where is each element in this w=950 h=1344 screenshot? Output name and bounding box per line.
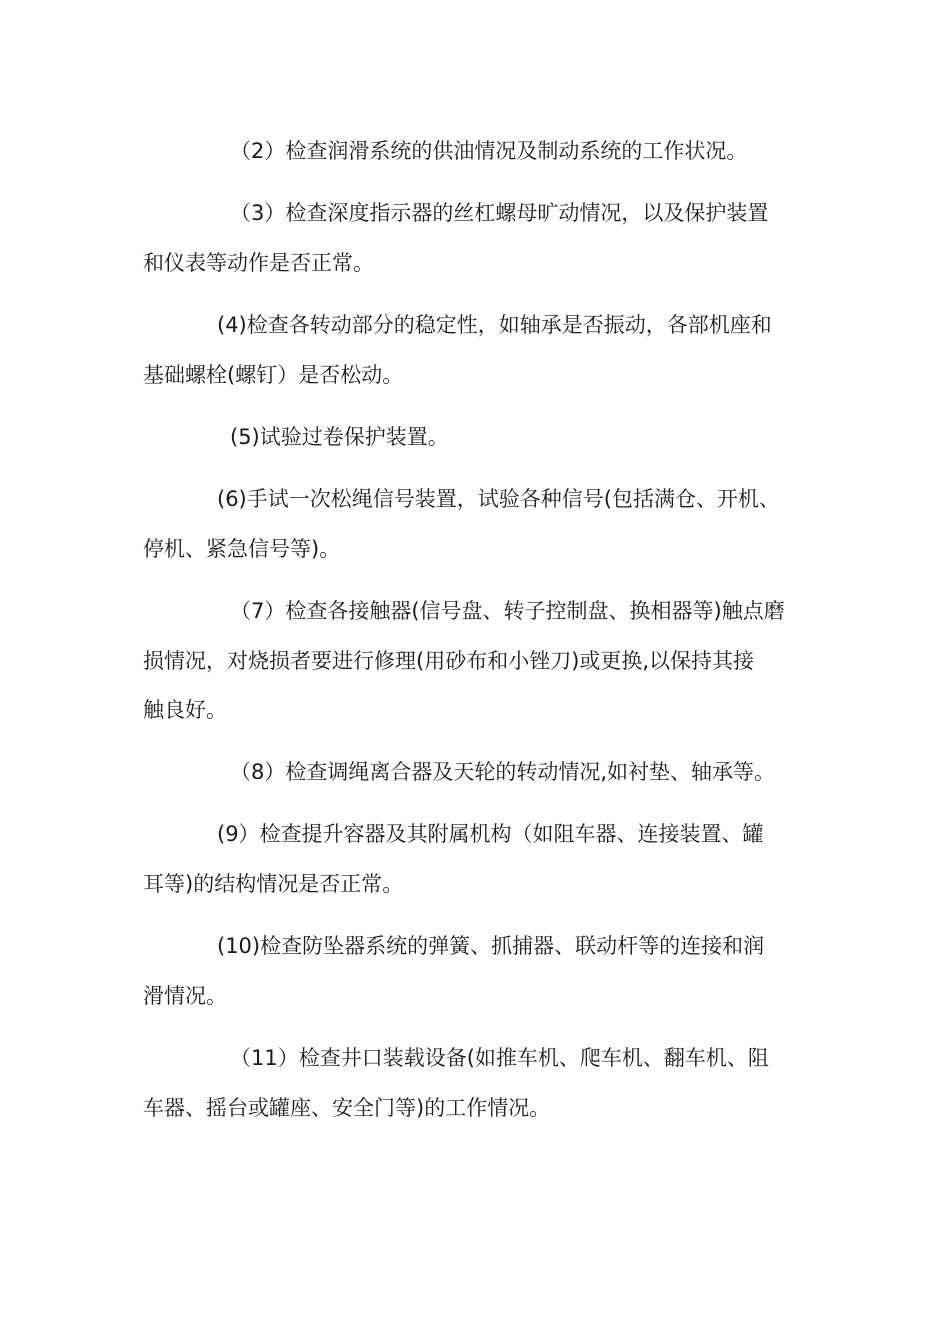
paragraph-10-line-1: (10)检查防坠器系统的弹簧、抓捕器、联动杆等的连接和润 xyxy=(217,934,765,958)
paragraph-11-line-1: （11）检查井口装载设备(如推车机、爬车机、翻车机、阻 xyxy=(230,1046,769,1070)
paragraph-9-line-1: (9）检查提升容器及其附属机构（如阻车器、连接装置、罐 xyxy=(217,822,764,846)
paragraph-10-line-2: 滑情况。 xyxy=(143,984,227,1008)
paragraph-7-line-2: 损情况，对烧损者要进行修理(用砂布和小锉刀)或更换,以保持其接 xyxy=(143,649,755,673)
paragraph-2-line-1: （2）检查润滑系统的供油情况及制动系统的工作状况。 xyxy=(230,139,748,163)
paragraph-6-line-1: (6)手试一次松绳信号装置，试验各种信号(包括满仓、开机、 xyxy=(217,487,780,511)
paragraph-3-line-1: （3）检查深度指示器的丝杠螺母旷动情况，以及保护装置 xyxy=(230,201,769,225)
paragraph-4-line-2: 基础螺栓(螺钉）是否松动。 xyxy=(143,363,404,387)
paragraph-6-line-2: 停机、紧急信号等)。 xyxy=(143,537,341,561)
paragraph-3-line-2: 和仪表等动作是否正常。 xyxy=(143,251,374,275)
paragraph-7-line-1: （7）检查各接触器(信号盘、转子控制盘、换相器等)触点磨 xyxy=(230,599,785,623)
paragraph-7-line-3: 触良好。 xyxy=(143,698,227,722)
paragraph-11-line-2: 车器、摇台或罐座、安全门等)的工作情况。 xyxy=(143,1096,551,1120)
paragraph-8-line-1: （8）检查调绳离合器及天轮的转动情况,如衬垫、轴承等。 xyxy=(230,760,776,784)
paragraph-5-line-1: (5)试验过卷保护装置。 xyxy=(230,425,449,449)
paragraph-9-line-2: 耳等)的结构情况是否正常。 xyxy=(143,872,404,896)
paragraph-4-line-1: (4)检查各转动部分的稳定性，如轴承是否振动，各部机座和 xyxy=(217,313,772,337)
